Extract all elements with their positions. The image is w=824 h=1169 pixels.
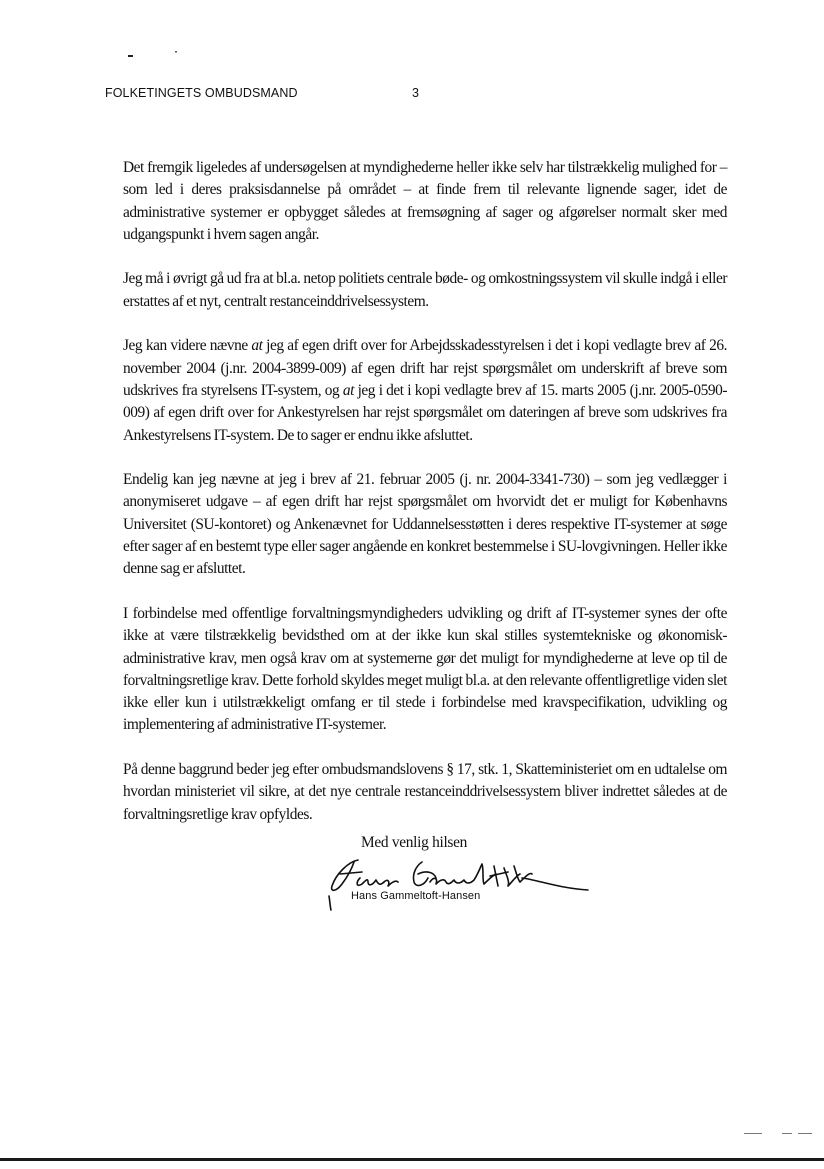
paragraph-4: Endelig kan jeg nævne at jeg i brev af 21. februar 2005 (j. nr. 2004-3341-730) – som jeg vedlægger i anonymiseret udgave – af egen drift har rejst spørgsmålet om hvorvidt det er muligt for Københavns Universitet (SU-kontoret) og Ankenævnet for Uddannelsesstøtten i deres respektive IT-systemer at søge efter sager af en bestemt type eller sager angående en konkret bestemmelse i SU-lovgivningen. Heller ikke denne sag er afsluttet. bbox=[123, 471, 727, 578]
letter-header bbox=[105, 86, 435, 104]
paragraph-1: Det fremgik ligeledes af undersøgelsen at myndighederne heller ikke selv har tilstrækkelig mulighed for – som led i deres praksisdannelse på området – at finde frem til relevante lignende sager, idet de administrative systemer er opbygget således at fremsøgning af sager og afgørelser normalt sker med udgangspunkt i hvem sagen angår. bbox=[123, 159, 727, 243]
page-number: 3 bbox=[412, 86, 420, 100]
paragraph-2: Jeg må i øvrigt gå ud fra at bl.a. netop politiets centrale bøde- og omkostningssystem vil skulle indgå i eller erstattes af et nyt, centralt restanceinddrivelsessystem. bbox=[123, 270, 727, 310]
scan-specks bbox=[118, 50, 188, 60]
handwritten-signature bbox=[318, 852, 598, 912]
scan-edge-marks bbox=[744, 1132, 814, 1136]
organization-name: FOLKETINGETS OMBUDSMAND bbox=[105, 86, 298, 100]
paragraph-5: I forbindelse med offentlige forvaltningsmyndigheders udvikling og drift af IT-systemer synes der ofte ikke at være tilstrækkelig bevidsthed om at der ikke kun skal stilles systemtekniske og økonomisk-administrative krav, men også krav om at systemerne gør det muligt for myndighederne at leve op til de forvaltningsretlige krav. Dette forhold skyldes meget muligt bl.a. at den relevante offentligretlige viden slet ikke eller kun i utilstrækkeligt omfang er til stede i forbindelse med kravspecifikation, udvikling og implementering af administrative IT-systemer. bbox=[123, 604, 727, 734]
scan-bottom-edge bbox=[0, 1158, 824, 1161]
closing-salutation: Med venlig hilsen bbox=[361, 834, 468, 851]
paragraph-3: Jeg kan videre nævne at jeg af egen drift over for Arbejdsskadesstyrelsen i det i kopi vedlagte brev af 26. november 2004 (j.nr. 2004-3899-009) af egen drift har rejst spørgsmålet om underskrift af breve som udskrives fra styrelsens IT-system, og at jeg i det i kopi vedlagte brev af 15. marts 2005 (j.nr. 2005-0590-009) af egen drift over for Ankestyrelsen har rejst spørgsmålet om dateringen af breve som udskrives fra Ankestyrelsens IT-system. De to sager er endnu ikke afsluttet. bbox=[123, 337, 727, 444]
paragraph-6: På denne baggrund beder jeg efter ombudsmandslovens § 17, stk. 1, Skatteministeriet om en udtalelse om hvordan ministeriet vil sikre, at det nye centrale restanceinddrivelsessystem bliver indrettet således at de forvaltningsretlige krav opfyldes. bbox=[123, 761, 727, 823]
signer-name: Hans Gammeltoft-Hansen bbox=[351, 890, 481, 902]
letter-body bbox=[123, 157, 727, 848]
